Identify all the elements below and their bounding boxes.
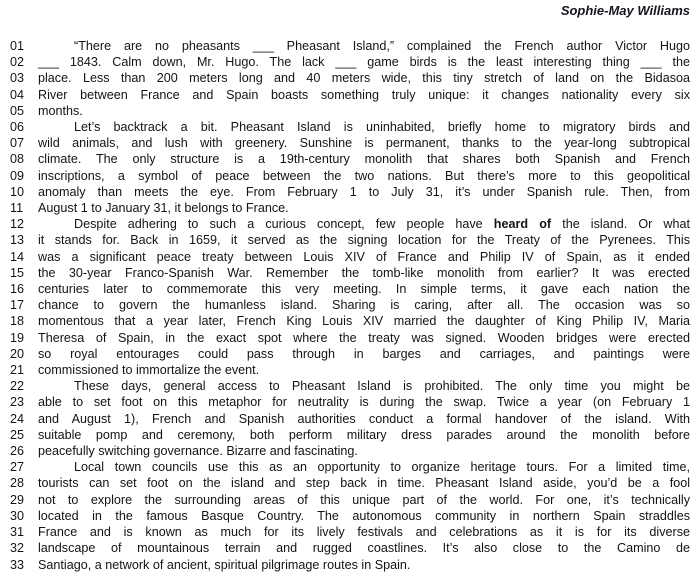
text-line <box>10 200 690 216</box>
line-number: 09 <box>10 168 25 183</box>
line-number: 01 <box>10 39 25 53</box>
line-text: and August 1), French and Spanish authorities conduct a formal handover of the island. With <box>38 411 690 426</box>
line-text: so royal entourages could pass through in barges and carriages, and paintings were <box>38 346 690 361</box>
text-line <box>10 394 690 410</box>
line-text: Let’s backtrack a bit. Pheasant Island is uninhabited, briefly home to migratory birds and <box>74 120 690 135</box>
text-line <box>10 459 690 475</box>
line-number: 03 <box>10 71 25 86</box>
text-line <box>10 540 690 556</box>
line-number: 06 <box>10 120 25 135</box>
line-text: it stands for. Back in 1659, it served as the signing location for the Treaty of the Pyrenees. This <box>38 233 690 248</box>
text-line <box>10 281 690 297</box>
line-number: 05 <box>10 103 25 118</box>
author-byline: Sophie-May Williams <box>560 3 690 18</box>
line-text: ___ 1843. Calm down, Mr. Hugo. The lack ___ game birds is the least interesting thing ___ the <box>38 55 690 70</box>
line-text: “There are no pheasants ___ Pheasant Island,” complained the French author Victor Hugo <box>74 39 690 53</box>
text-line <box>10 362 690 378</box>
text-line <box>10 427 690 443</box>
line-number: 32 <box>10 541 25 556</box>
text-line <box>10 265 690 281</box>
line-text: commissioned to immortalize the event. <box>38 363 260 378</box>
text-line <box>10 492 690 508</box>
line-number: 21 <box>10 363 25 378</box>
line-text: chance to govern the humanless island. Sharing is caring, after all. The occasion was so <box>38 298 690 313</box>
line-number: 04 <box>10 87 25 102</box>
text-line <box>10 184 690 200</box>
line-text: Despite adhering to such a curious concept, few people have heard of the island. Or what <box>74 217 690 232</box>
line-text: tourists can set foot on the island and step back in time. Pheasant Island aside, you’d be a fool <box>38 476 690 491</box>
line-number: 15 <box>10 265 25 280</box>
line-text: inscriptions, a symbol of peace between the two nations. But there’s more to this geopolitical <box>38 168 690 183</box>
text-line <box>10 135 690 151</box>
line-text: momentous that a year later, French King Louis XIV married the daughter of King Philip IV, Maria <box>38 314 690 329</box>
line-number: 29 <box>10 492 25 507</box>
text-line <box>10 103 690 119</box>
line-text: not to explore the surrounding areas of this unique part of the world. For one, it’s technically <box>38 492 690 507</box>
text-line <box>10 216 690 232</box>
line-number: 20 <box>10 346 25 361</box>
text-line <box>10 249 690 265</box>
text-line <box>10 443 690 459</box>
line-number: 11 <box>10 201 24 216</box>
text-line <box>10 297 690 313</box>
line-text: Local town councils use this as an opportunity to organize heritage tours. For a limited time, <box>74 460 690 475</box>
line-number: 23 <box>10 395 25 410</box>
line-text: These days, general access to Pheasant Island is prohibited. The only time you might be <box>74 379 690 394</box>
text-line <box>10 38 690 54</box>
line-number: 07 <box>10 136 25 151</box>
line-text: France and is known as much for its lively festivals and celebrations as it is for its diverse <box>38 525 690 540</box>
line-number: 16 <box>10 282 25 297</box>
text-line <box>10 378 690 394</box>
line-number: 24 <box>10 411 25 426</box>
line-text: place. Less than 200 meters long and 40 meters wide, this tiny stretch of land on the Bidasoa <box>38 71 690 86</box>
text-line <box>10 119 690 135</box>
line-number: 10 <box>10 184 25 199</box>
line-text: peacefully switching governance. Bizarre and fascinating. <box>38 444 358 459</box>
text-line <box>10 411 690 427</box>
line-number: 30 <box>10 508 25 523</box>
line-text: located in the famous Basque Country. The autonomous community in northern Spain straddles <box>38 508 690 523</box>
text-line <box>10 232 690 248</box>
line-text: climate. The only structure is a 19th-century monolith that shares both Spanish and French <box>38 152 690 167</box>
line-number: 25 <box>10 427 25 442</box>
line-number: 31 <box>10 525 25 540</box>
line-number: 22 <box>10 379 25 394</box>
line-number: 02 <box>10 55 25 70</box>
line-text: months. <box>38 103 83 118</box>
line-number: 19 <box>10 330 25 345</box>
text-line <box>10 168 690 184</box>
text-line <box>10 87 690 103</box>
line-text: anomaly than meets the eye. From February 1 to July 31, it’s under Spanish rule. Then, from <box>38 184 690 199</box>
text-line <box>10 475 690 491</box>
line-text: River between France and Spain boasts something truly unique: it changes nationality every six <box>38 87 690 102</box>
line-number: 27 <box>10 460 25 475</box>
line-number: 18 <box>10 314 25 329</box>
line-text: wild animals, and lush with greenery. Sunshine is permanent, thanks to the year-long subtropical <box>38 136 690 151</box>
text-line <box>10 313 690 329</box>
line-text: Theresa of Spain, in the exact spot where the treaty was signed. Wooden bridges were erected <box>38 330 690 345</box>
text-line <box>10 557 690 573</box>
line-number: 13 <box>10 233 25 248</box>
line-number: 33 <box>10 557 25 572</box>
text-line <box>10 346 690 362</box>
line-text: landscape of mountainous terrain and rugged coastlines. It’s also close to the Camino de <box>38 541 690 556</box>
line-number: 26 <box>10 444 25 459</box>
line-text: Santiago, a network of ancient, spiritual pilgrimage routes in Spain. <box>38 557 411 572</box>
text-line <box>10 54 690 70</box>
line-text: August 1 to January 31, it belongs to France. <box>38 201 289 216</box>
line-text: was a significant peace treaty between Louis XIV of France and Philip IV of Spain, as it ended <box>38 249 690 264</box>
line-text: suitable pomp and ceremony, both perform military dress parades around the monolith before <box>38 427 690 442</box>
line-number: 08 <box>10 152 25 167</box>
text-lines <box>10 38 690 573</box>
line-number: 28 <box>10 476 25 491</box>
line-number: 12 <box>10 217 25 232</box>
text-line <box>10 508 690 524</box>
line-text: able to set foot on this metaphor for neutrality is during the swap. Twice a year (on February 1 <box>38 395 690 410</box>
line-text: centuries later to commemorate this very meeting. In simple terms, it gave each nation the <box>38 282 690 297</box>
text-line <box>10 330 690 346</box>
text-line <box>10 151 690 167</box>
line-text: the 30-year Franco-Spanish War. Remember the tomb-like monolith from earlier? It was erected <box>38 265 690 280</box>
line-number: 17 <box>10 298 25 313</box>
text-line <box>10 524 690 540</box>
line-number: 14 <box>10 249 25 264</box>
text-line <box>10 70 690 86</box>
